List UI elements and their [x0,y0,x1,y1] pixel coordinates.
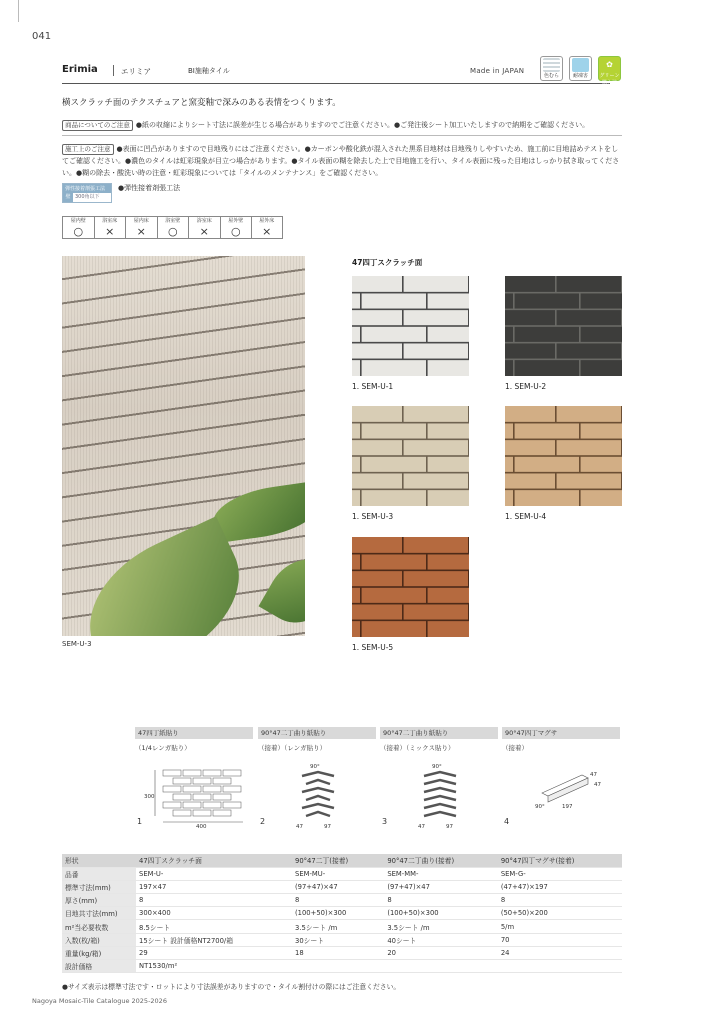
dimension-b: 97 [446,824,453,830]
grout-line [352,586,469,588]
spec-cell: 90°47二丁曲り(接着) [384,854,498,867]
spec-cell: 8 [384,894,498,907]
product-title-ja: エリミア [121,67,151,76]
dimension-length: 197 [562,804,573,810]
icon-label: グリーン購入法 [599,73,620,86]
grout-joint [426,456,428,473]
spec-column-header: 90°47二丁曲り紙貼り [380,727,498,739]
grout-joint [513,423,515,440]
spec-cell: 90°47四丁マグサ(接着) [498,854,622,867]
diagram-tile [424,788,456,792]
spec-cell: 5/m [498,920,622,933]
spec-cell: 15シート 設計価格NT2700/箱 [136,933,292,946]
spec-diagram [380,758,500,830]
diagram-tile [213,794,231,800]
grout-line [352,455,469,457]
grout-joint [402,276,404,293]
spec-cell: SEM-G- [498,867,622,880]
spec-row-label: 入数(枚/箱) [62,933,136,946]
diagram-tile [302,788,334,792]
usage-label: 屋外床 [251,216,283,225]
dimension-a: 47 [296,824,303,830]
usage-cell [157,216,189,239]
swatch-code: 1. SEM-U-2 [505,382,547,391]
grout-joint [402,439,404,456]
spec-row [62,907,622,920]
spec-cell: 70 [498,933,622,946]
grout-line [352,359,469,361]
spec-row-label: 重量(kg/箱) [62,946,136,959]
usage-cell [62,216,94,239]
spec-row [62,960,622,973]
tile-swatch [352,406,469,506]
grout-joint [360,456,362,473]
dimension-b: 97 [324,824,331,830]
swatch-code: 1. SEM-U-4 [505,512,547,521]
diagram-tile [163,770,181,776]
made-in-label: Made in JAPAN [470,67,525,75]
diagram-tile [424,812,456,816]
diagram-tile [203,770,221,776]
grout-joint [402,473,404,490]
grout-joint [468,406,469,423]
usage-value: × [251,225,283,239]
spec-row-label: 品番 [62,867,136,880]
usage-table [62,216,283,239]
spec-cell: 30シート [292,933,384,946]
spec-row [62,946,622,959]
diagram-tile [306,796,330,800]
spec-cell: 8 [136,894,292,907]
spec-cell: (97+47)×47 [384,880,498,893]
title-divider [113,65,114,76]
grout-joint [621,343,622,360]
grout-joint [579,326,581,343]
method-text: ●弾性接着剤張工法 [118,184,181,192]
grout-joint [426,489,428,506]
diagram-tile [163,802,181,808]
grout-joint [579,489,581,506]
spec-row [62,920,622,933]
spec-row-label: 厚さ(mm) [62,894,136,907]
spec-column-sub: （接着） [502,744,528,752]
grout-joint [555,473,557,490]
grout-joint [579,359,581,376]
grout-joint [621,309,622,326]
dimension-angle: 90° [535,804,545,810]
dimension-a: 47 [590,772,597,778]
grout-line [352,309,469,311]
swatch-code: 1. SEM-U-5 [352,643,394,652]
grout-joint [426,359,428,376]
spec-cell: 300×400 [136,907,292,920]
spec-cell: 40シート [384,933,498,946]
dimension-angle: 90° [310,764,320,770]
spec-column-header: 47四丁紙貼り [135,727,253,739]
spec-cell: 8 [498,894,622,907]
usage-value: × [188,225,220,239]
grout-joint [402,406,404,423]
spec-row-label: m²当必要枚数 [62,920,136,933]
usage-label: 浴室壁 [157,216,189,225]
freeze-icon [569,56,592,81]
grout-line [505,325,622,327]
diagram-tile [183,786,201,792]
diagram-tile [183,770,201,776]
grout-joint [468,343,469,360]
grout-joint [360,293,362,310]
grout-joint [513,456,515,473]
diagram-tile [424,796,456,800]
spec-column-number: 3 [382,817,388,826]
grout-joint [360,587,362,604]
diagram-tile [203,786,221,792]
grout-line [505,439,622,441]
grout-joint [468,604,469,621]
grout-line [352,489,469,491]
diagram-tile [223,786,241,792]
grout-joint [402,570,404,587]
grout-joint [621,439,622,456]
diagram-tile [163,786,181,792]
grout-joint [468,276,469,293]
spec-cell: 90°47二丁(接着) [292,854,384,867]
diagram-tile [183,802,201,808]
spec-cell: (100+50)×300 [384,907,498,920]
grout-joint [402,604,404,621]
installation-photo [62,256,305,636]
grout-joint [579,293,581,310]
spec-cell: 24 [498,946,622,959]
grout-joint [426,554,428,571]
grout-line [505,309,622,311]
diagram-tile [223,802,241,808]
grout-joint [621,406,622,423]
catalogue-footer: Nagoya Mosaic-Tile Catalogue 2025-2026 [32,997,167,1005]
spec-cell [292,960,384,973]
spec-cell: 3.5シート /m [384,920,498,933]
spec-row [62,894,622,907]
spec-row-label: 目地共寸法(mm) [62,907,136,920]
spec-cell: SEM-U- [136,867,292,880]
diagram-tile [424,780,456,784]
divider [62,135,622,136]
dimension-angle: 90° [432,764,442,770]
tile-swatch [352,537,469,637]
grout-joint [426,293,428,310]
diagram-tile [173,778,191,784]
spec-cell: 29 [136,946,292,959]
grout-line [352,603,469,605]
spec-column-number: 2 [260,817,266,826]
grout-joint [360,620,362,637]
green-purchase-icon: ✿ グリーン購入法 [598,56,621,81]
spec-diagram [502,758,622,830]
diagram-tile [213,778,231,784]
spec-cell: NT1530/m² [136,960,292,973]
dimension-width: 400 [196,824,207,830]
grout-joint [621,276,622,293]
diagram-tile [306,812,330,816]
grout-line [505,472,622,474]
grout-joint [402,537,404,554]
catchphrase: 横スクラッチ面のテクスチュアと窯変釉で深みのある表情をつくります。 [62,98,341,108]
grout-joint [402,309,404,326]
product-title-en: Erimia [62,64,98,75]
grout-joint [513,293,515,310]
dimension-height: 300 [144,794,155,800]
spec-cell: SEM-MM- [384,867,498,880]
method-badge-a: 壁 [63,193,73,202]
spec-diagram [258,758,378,830]
spec-cell: (100+50)×300 [292,907,384,920]
spec-cell: 20 [384,946,498,959]
grout-joint [468,537,469,554]
grout-line [352,325,469,327]
stain-icon [540,56,563,81]
spec-row-label: 設計価格 [62,960,136,973]
spec-row-label: 標準寸法(mm) [62,880,136,893]
spec-cell: 18 [292,946,384,959]
construction-note-text: ●表面に凹凸がありますので目地残りにはご注意ください。●カーボンや酸化鉄が混入された黒系目地材は目地残りしやすいため、施工前に目地詰めテストをしてご確認ください。●濃色のタイルは虹彩現象が目立つ場合があります。●タイル表面の糊を除去した上で目地施工を行い、タイル表面に残った目地はしっかり拭き取ってください。●糊の除去・酸洗い時の注意・虹彩現象については「タイルのメンテナンス」をご確認ください。 [62,145,620,177]
spec-cell: (50+50)×200 [498,907,622,920]
corner-line [18,0,19,22]
spec-cell: 8 [292,894,384,907]
grout-joint [513,359,515,376]
spec-cell: 197×47 [136,880,292,893]
swatch-code: 1. SEM-U-1 [352,382,394,391]
spec-row-label: 形状 [62,854,136,867]
usage-value: × [94,225,126,239]
construction-note [62,143,622,179]
product-note [62,119,622,131]
glaze-type: BI施釉タイル [188,67,230,75]
grout-joint [579,456,581,473]
tile-swatch [352,276,469,376]
grout-joint [555,276,557,293]
diagram-tile [203,802,221,808]
grout-line [505,422,622,424]
swatch-code: 1. SEM-U-3 [352,512,394,521]
usage-value: ○ [62,225,94,239]
page-number: 041 [32,31,52,42]
footnote: ●サイズ表示は標準寸法です・ロットにより寸法誤差がありますので・タイル割付けの際にはご注意ください。 [62,983,401,991]
usage-cell [125,216,157,239]
grout-joint [360,326,362,343]
product-note-tag: 商品についてのご注意 [62,120,133,131]
diagram-tile [173,794,191,800]
spec-column-number: 4 [504,817,510,826]
diagram-tile [193,778,211,784]
diagram-tile [223,770,241,776]
dimension-b: 47 [594,782,601,788]
dimension-a: 47 [418,824,425,830]
spec-column-sub: （接着）（ミックス貼り） [380,744,455,752]
tile-swatch [505,406,622,506]
grout-joint [513,326,515,343]
spec-column-header: 90°47四丁マグサ [502,727,620,739]
method-badge [62,183,112,203]
spec-cell: 8.5シート [136,920,292,933]
spec-column-header: 90°47二丁曲り紙貼り [258,727,376,739]
usage-label: 屋内壁 [62,216,94,225]
icon-label: 耐凍害 [572,73,588,79]
grout-joint [402,343,404,360]
method-badge-b: 300角以下 [75,194,100,200]
grout-joint [360,359,362,376]
grout-joint [360,423,362,440]
usage-cell [220,216,252,239]
grout-line [352,570,469,572]
usage-label: 屋外壁 [220,216,252,225]
spec-cell [384,960,498,973]
usage-label: 屋内床 [125,216,157,225]
grout-line [352,422,469,424]
grout-joint [360,489,362,506]
grout-joint [360,554,362,571]
grout-joint [468,439,469,456]
grout-line [505,489,622,491]
grout-joint [555,439,557,456]
spec-cell: 47四丁スクラッチ面 [136,854,292,867]
diagram-tile [424,804,456,808]
grout-joint [426,326,428,343]
diagram-tile [193,794,211,800]
tile-swatch [505,276,622,376]
grout-line [352,553,469,555]
spec-column-number: 1 [137,817,143,826]
icon-label: 色むら [543,73,559,79]
usage-cell [251,216,283,239]
spec-cell: (97+47)×47 [292,880,384,893]
grout-line [352,342,469,344]
product-note-text: ●紙の収縮によりシート寸法に誤差が生じる場合がありますのでご注意ください。●ご発注後シート加工いたしますので納期をご確認ください。 [135,121,590,129]
diagram-tile [193,810,211,816]
construction-note-tag: 施工上のご注意 [62,144,114,155]
spec-diagram [135,758,255,830]
grout-joint [579,423,581,440]
usage-cell [188,216,220,239]
grout-line [505,359,622,361]
diagram-tile [424,772,456,776]
grout-joint [468,570,469,587]
spec-row [62,933,622,946]
grout-joint [555,309,557,326]
grout-joint [555,406,557,423]
diagram-tile [302,772,334,776]
usage-cell [94,216,126,239]
grout-joint [468,473,469,490]
grout-line [505,455,622,457]
spec-row [62,867,622,880]
spec-cell [498,960,622,973]
diagram-tile [306,780,330,784]
grout-joint [555,343,557,360]
grout-line [352,439,469,441]
grout-joint [426,587,428,604]
grout-line [505,292,622,294]
grout-joint [426,423,428,440]
grout-joint [513,489,515,506]
spec-row [62,854,622,867]
spec-column-sub: （1/4レンガ貼り） [135,744,191,752]
grout-line [505,342,622,344]
spec-column-sub: （接着）（レンガ貼り） [258,744,327,752]
grout-line [352,292,469,294]
grout-line [352,472,469,474]
spec-cell: (47+47)×197 [498,880,622,893]
usage-value: × [125,225,157,239]
photo-caption: SEM-U-3 [62,640,92,648]
diagram-tile [302,804,334,808]
usage-label: 浴室床 [94,216,126,225]
grout-line [352,620,469,622]
diagram-tile [173,810,191,816]
usage-value: ○ [220,225,252,239]
swatch-section-title: 47四丁スクラッチ面 [352,258,423,267]
grout-joint [468,309,469,326]
spec-cell: SEM-MU- [292,867,384,880]
usage-value: ○ [157,225,189,239]
spec-table [62,854,622,973]
method-badge-title: 弾性接着剤張工法 [63,184,111,193]
usage-label: 浴室床 [188,216,220,225]
grout-joint [621,473,622,490]
product-header [62,60,620,86]
diagram-tile [213,810,231,816]
grout-joint [426,620,428,637]
spec-cell: 3.5シート /m [292,920,384,933]
spec-row [62,880,622,893]
